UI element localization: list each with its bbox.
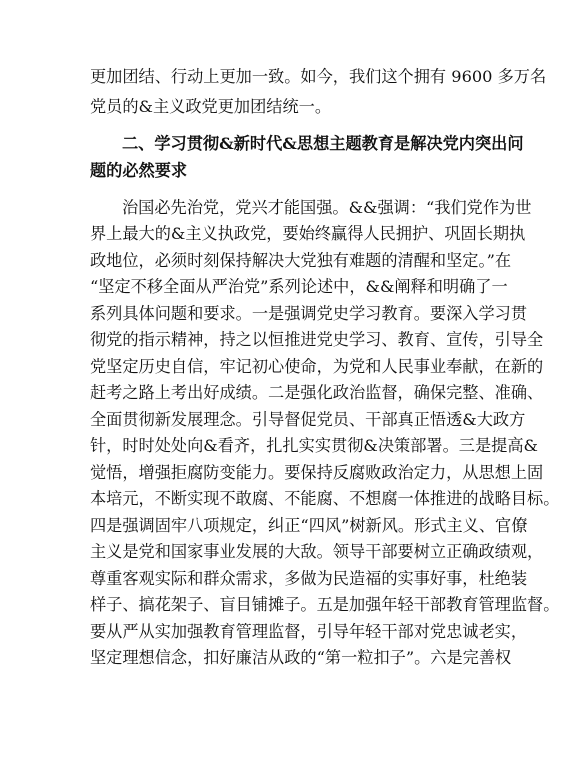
body-text-line: 四是强调固牢八项规定，纠正“四风”树新风。形式主义、官僚	[90, 516, 528, 535]
body-text-line: 坚定理想信念，扣好廉洁从政的“第一粒扣子”。六是完善权	[90, 648, 512, 667]
body-text-line: 彻党的指示精神，持之以恒推进党史学习、教育、宣传，引导全	[90, 330, 544, 349]
section-heading-line: 二、学习贯彻&新时代&思想主题教育是解决党内突出问	[122, 134, 524, 153]
body-text-line: 治国必先治党，党兴才能国强。&&强调：“我们党作为世	[122, 198, 532, 217]
body-text-line: 系列具体问题和要求。一是强调党史学习教育。要深入学习贯	[90, 304, 528, 323]
body-text-line: 全面贯彻新发展理念。引导督促党员、干部真正悟透&大政方	[90, 410, 526, 429]
body-text-line: “坚定不移全面从严治党”系列论述中，&&阐释和明确了一	[90, 277, 508, 296]
body-text-line: 政地位，必须时刻保持解决大党独有难题的清醒和坚定。”在	[90, 251, 512, 270]
body-text-line: 党员的&主义政党更加团结统一。	[90, 97, 332, 116]
body-text-line: 赶考之路上考出好成绩。二是强化政治监督，确保完整、准确、	[90, 383, 544, 402]
body-text-line: 界上最大的&主义执政党，要始终赢得人民拥护、巩固长期执	[90, 224, 526, 243]
body-text-line: 党坚定历史自信，牢记初心使命，为党和人民事业奉献，在新的	[90, 357, 544, 376]
body-text-line: 样子、搞花架子、盲目铺摊子。五是加强年轻干部教育管理监督。	[90, 595, 560, 614]
body-text-line: 针，时时处处向&看齐，扎扎实实贯彻&决策部署。三是提高&	[90, 436, 538, 455]
body-text-line: 觉悟，增强拒腐防变能力。要保持反腐败政治定力，从思想上固	[90, 463, 544, 482]
body-text-line: 本培元，不断实现不敢腐、不能腐、不想腐一体推进的战略目标。	[90, 489, 560, 508]
body-text-line: 更加团结、行动上更加一致。如今，我们这个拥有 9600 多万名	[90, 67, 547, 86]
body-text-line: 要从严从实加强教育管理监督，引导年轻干部对党忠诚老实，	[90, 622, 528, 641]
section-heading-line: 题的必然要求	[90, 161, 188, 180]
body-text-line: 主义是党和国家事业发展的大敌。领导干部要树立正确政绩观，	[90, 542, 544, 561]
body-text-line: 尊重客观实际和群众需求，多做为民造福的实事好事，杜绝装	[90, 569, 528, 588]
